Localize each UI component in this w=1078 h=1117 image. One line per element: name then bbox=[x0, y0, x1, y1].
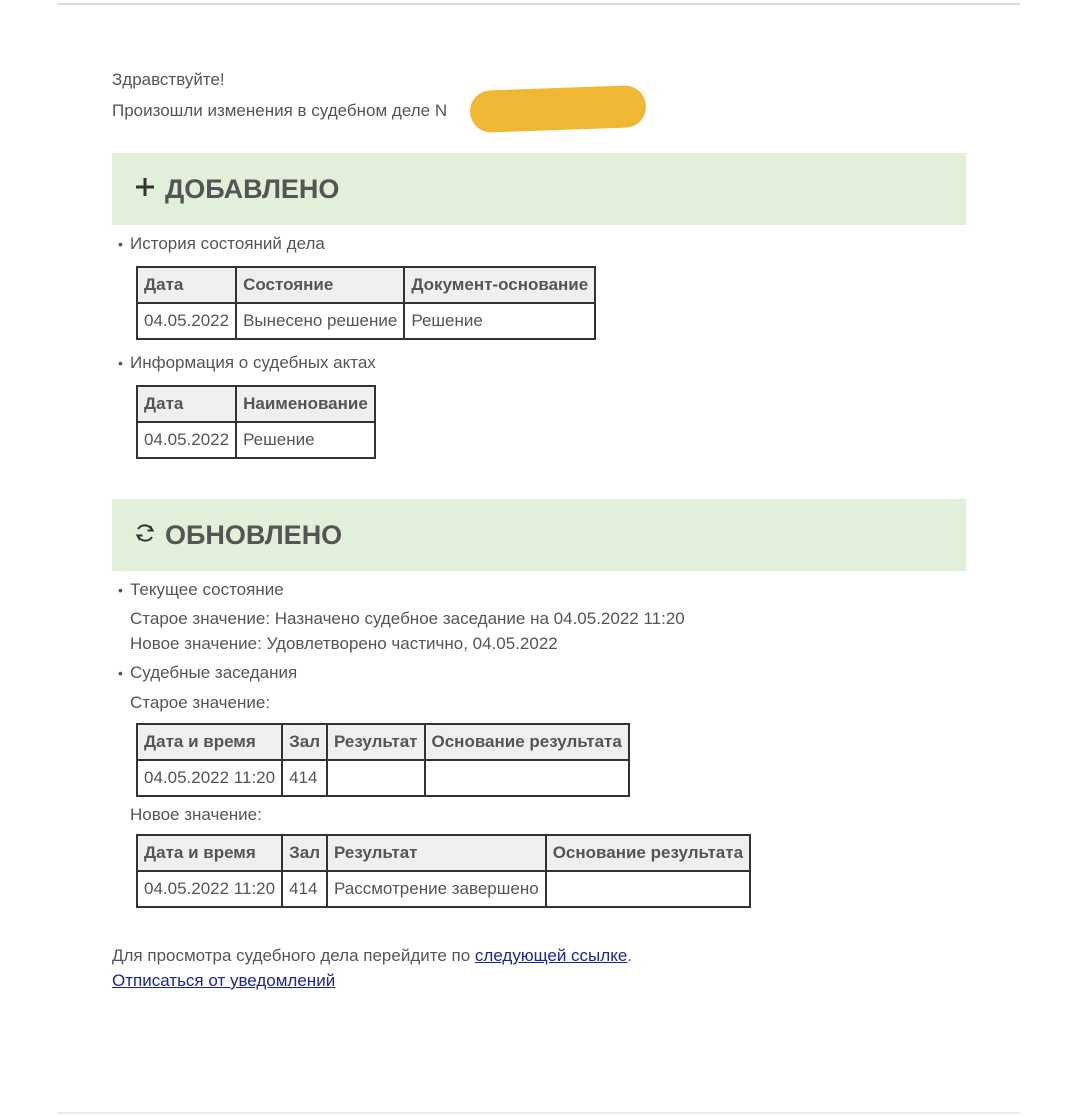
column-header: Дата и время bbox=[137, 835, 282, 871]
hearings-title: Судебные заседания bbox=[130, 663, 298, 682]
table-cell: 04.05.2022 11:20 bbox=[137, 760, 282, 796]
hearings-new-label: Новое значение: bbox=[130, 805, 262, 824]
column-header: Состояние bbox=[236, 267, 404, 303]
current-state-old: Старое значение: Назначено судебное заседание на 04.05.2022 11:20 bbox=[130, 609, 685, 628]
table-cell bbox=[425, 760, 629, 796]
column-header: Основание результата bbox=[546, 835, 750, 871]
table-cell: Решение bbox=[236, 422, 375, 458]
footer-text bbox=[112, 945, 966, 967]
table-cell bbox=[327, 760, 425, 796]
unsubscribe-line bbox=[112, 970, 966, 992]
redaction-mark bbox=[469, 85, 646, 133]
table-header-row bbox=[137, 267, 595, 303]
table-header-row bbox=[137, 835, 750, 871]
acts-title: Информация о судебных актах bbox=[130, 353, 376, 372]
bullet-dot: • bbox=[118, 236, 123, 252]
added-banner bbox=[112, 153, 966, 225]
table-cell: Рассмотрение завершено bbox=[327, 871, 546, 907]
table-row bbox=[137, 422, 375, 458]
table-cell: 414 bbox=[282, 760, 327, 796]
bullet-dot: • bbox=[118, 355, 123, 371]
table-row bbox=[137, 760, 629, 796]
history-title: История состояний дела bbox=[130, 234, 325, 253]
table-header-row bbox=[137, 386, 375, 422]
footer-text-after: . bbox=[627, 946, 633, 965]
column-header: Зал bbox=[282, 835, 327, 871]
column-header: Дата bbox=[137, 386, 236, 422]
hearings-old-label: Старое значение: bbox=[130, 693, 271, 712]
table-cell: 414 bbox=[282, 871, 327, 907]
top-divider bbox=[58, 3, 1020, 5]
case-intro bbox=[112, 100, 966, 122]
hearings-section-title bbox=[112, 662, 966, 684]
plus-icon bbox=[134, 174, 156, 205]
case-intro-text: Произошли изменения в судебном деле N bbox=[112, 101, 448, 120]
updated-heading: ОБНОВЛЕНО bbox=[165, 519, 343, 550]
unsubscribe-link[interactable]: Отписаться от уведомлений bbox=[112, 971, 336, 990]
acts-table bbox=[136, 385, 376, 459]
table-header-row bbox=[137, 724, 629, 760]
table-row bbox=[137, 303, 595, 339]
refresh-icon bbox=[134, 520, 156, 551]
acts-section-title bbox=[112, 352, 966, 374]
column-header: Дата bbox=[137, 267, 236, 303]
table-cell: Вынесено решение bbox=[236, 303, 404, 339]
table-cell: Решение bbox=[404, 303, 595, 339]
table-cell: 04.05.2022 bbox=[137, 303, 236, 339]
column-header: Дата и время bbox=[137, 724, 282, 760]
current-state-new: Новое значение: Удовлетворено частично, 04.05.2022 bbox=[130, 634, 558, 653]
column-header: Основание результата bbox=[425, 724, 629, 760]
greeting: Здравствуйте! bbox=[112, 70, 225, 89]
bottom-divider bbox=[58, 1112, 1020, 1114]
bullet-dot: • bbox=[118, 582, 123, 598]
column-header: Документ-основание bbox=[404, 267, 595, 303]
column-header: Результат bbox=[327, 724, 425, 760]
column-header: Наименование bbox=[236, 386, 375, 422]
current-state-section-title bbox=[112, 579, 966, 601]
history-table bbox=[136, 266, 596, 340]
column-header: Зал bbox=[282, 724, 327, 760]
table-row bbox=[137, 871, 750, 907]
column-header: Результат bbox=[327, 835, 546, 871]
updated-banner bbox=[112, 499, 966, 571]
bullet-dot: • bbox=[118, 665, 123, 681]
table-cell: 04.05.2022 11:20 bbox=[137, 871, 282, 907]
table-cell: 04.05.2022 bbox=[137, 422, 236, 458]
current-state-title: Текущее состояние bbox=[130, 580, 284, 599]
hearings-old-table bbox=[136, 723, 630, 797]
case-link[interactable]: следующей ссылке bbox=[474, 946, 628, 965]
email-body bbox=[112, 69, 966, 1001]
history-section-title bbox=[112, 233, 966, 255]
hearings-new-table bbox=[136, 834, 751, 908]
added-heading: ДОБАВЛЕНО bbox=[165, 173, 340, 204]
footer-text-before: Для просмотра судебного дела перейдите по bbox=[112, 946, 475, 965]
table-cell bbox=[546, 871, 750, 907]
